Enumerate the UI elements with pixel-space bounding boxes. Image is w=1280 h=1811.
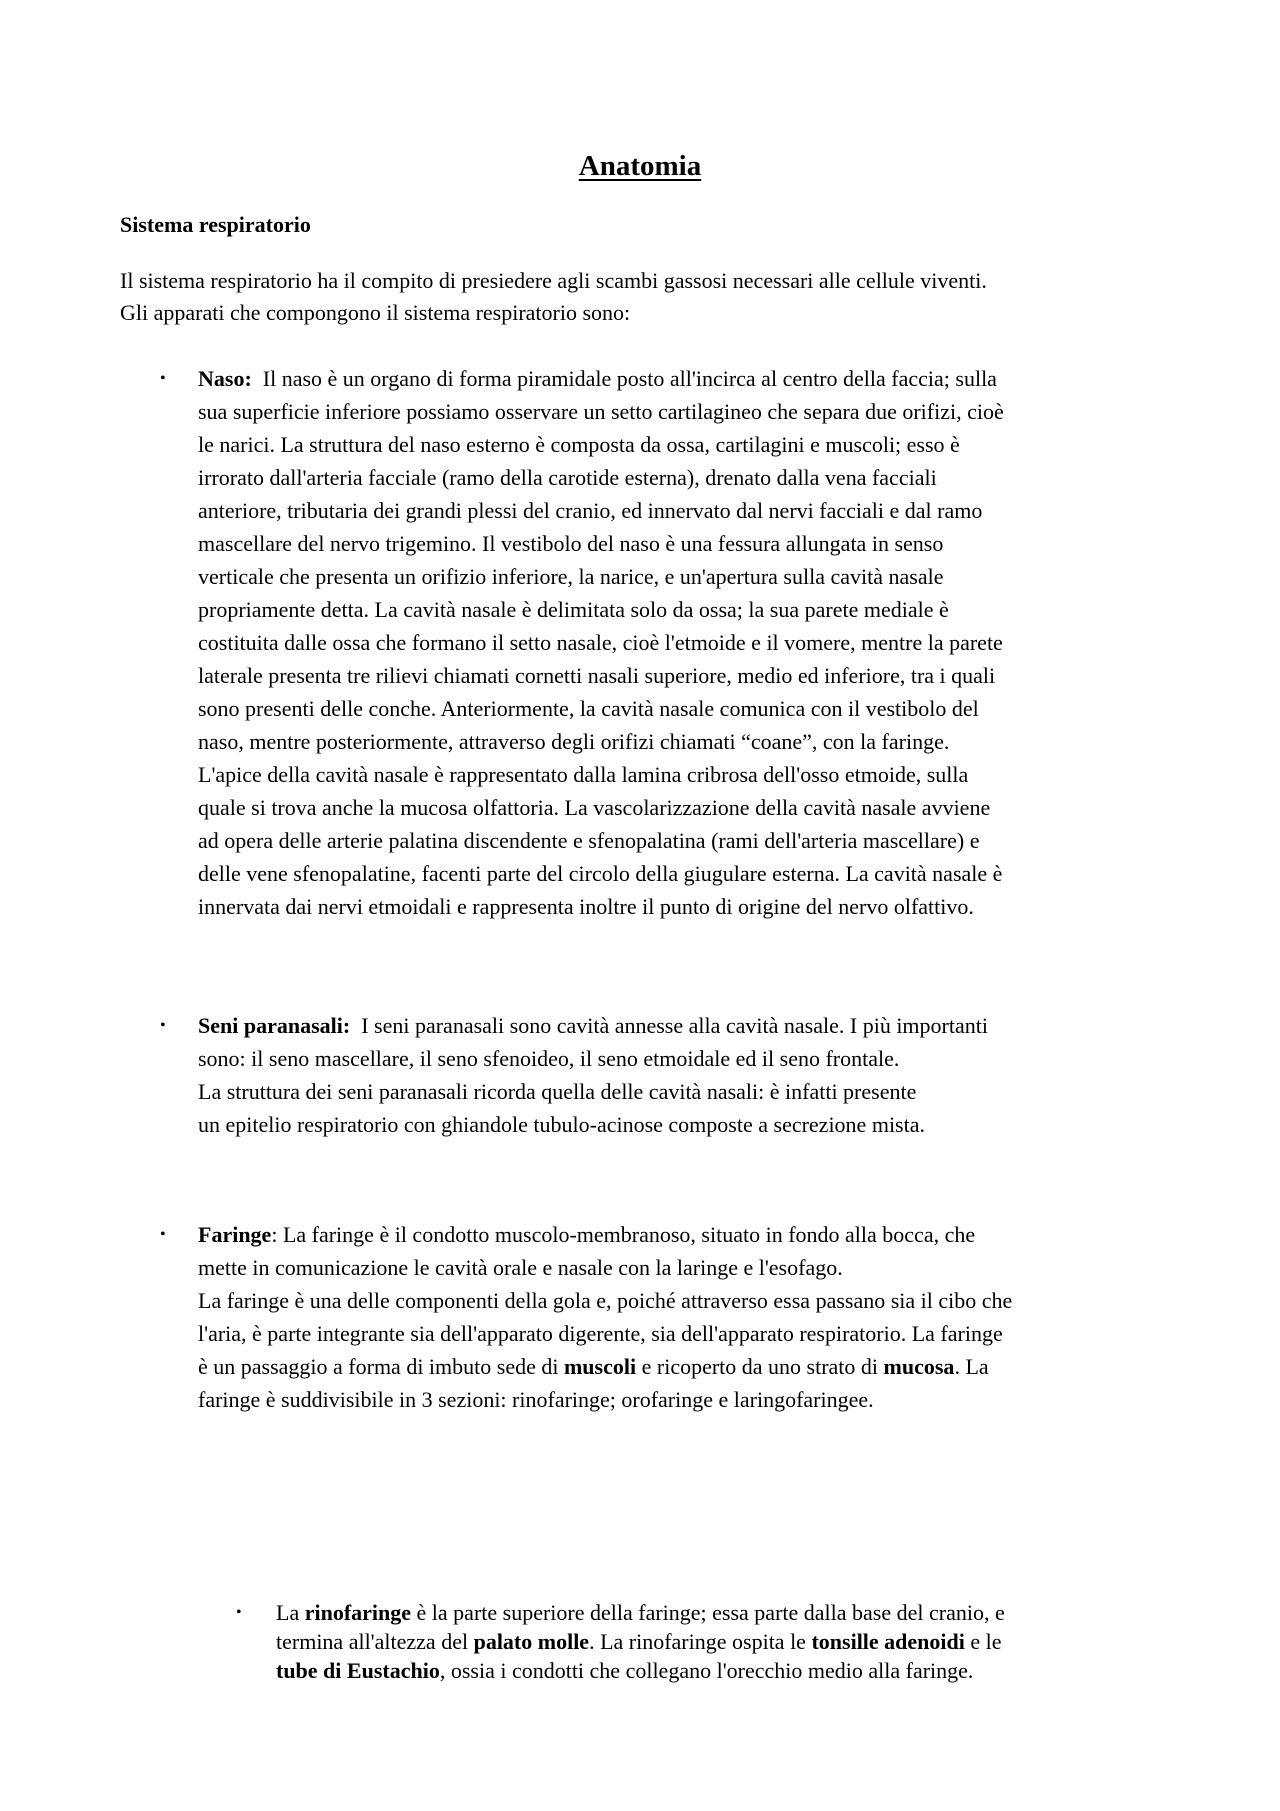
item-line: le narici. La struttura del naso esterno è composta da ossa, cartilagini e muscoli; esso è bbox=[198, 432, 960, 457]
page-title: Anatomia bbox=[578, 150, 702, 182]
item-term: Seni paranasali: bbox=[198, 1013, 351, 1038]
item-term: Naso: bbox=[198, 366, 252, 391]
item-line: L'apice della cavità nasale è rappresentato dalla lamina cribrosa dell'osso etmoide, sulla bbox=[198, 762, 969, 787]
item-line: La faringe è una delle componenti della gola e, poiché attraverso essa passano sia il cibo che bbox=[198, 1288, 1013, 1313]
item-line: tube di Eustachio, ossia i condotti che collegano l'orecchio medio alla faringe. bbox=[276, 1658, 974, 1683]
item-line: La rinofaringe è la parte superiore della faringe; essa parte dalla base del cranio, e bbox=[276, 1600, 1005, 1625]
bold-term: tube di Eustachio bbox=[276, 1658, 440, 1683]
bullet-icon: • bbox=[236, 1604, 242, 1621]
sub-list-item-rinofaringe bbox=[236, 1598, 1176, 1685]
intro-line: Gli apparati che compongono il sistema respiratorio sono: bbox=[120, 300, 631, 325]
item-term: Faringe bbox=[198, 1222, 272, 1247]
item-line: innervata dai nervi etmoidali e rappresenta inoltre il punto di origine del nervo olfattivo. bbox=[198, 894, 974, 919]
bold-term: tonsille adenoidi bbox=[811, 1629, 965, 1654]
item-line: naso, mentre posteriormente, attraverso degli orifizi chiamati “coane”, con la faringe. bbox=[198, 729, 950, 754]
section-heading: Sistema respiratorio bbox=[120, 212, 311, 237]
item-line: ad opera delle arterie palatina discendente e sfenopalatina (rami dell'arteria mascellare) e bbox=[198, 828, 980, 853]
item-line: Naso: Il naso è un organo di forma piramidale posto all'incirca al centro della faccia; sulla bbox=[198, 366, 997, 391]
item-line: sono: il seno mascellare, il seno sfenoideo, il seno etmoidale ed il seno frontale. bbox=[198, 1046, 900, 1071]
item-line: l'aria, è parte integrante sia dell'apparato digerente, sia dell'apparato respiratorio. La faringe bbox=[198, 1321, 1003, 1346]
bullet-icon: • bbox=[160, 1226, 166, 1243]
item-line: è un passaggio a forma di imbuto sede di muscoli e ricoperto da uno strato di mucosa. La bbox=[198, 1354, 989, 1379]
item-line: sono presenti delle conche. Anteriormente, la cavità nasale comunica con il vestibolo del bbox=[198, 696, 979, 721]
item-line: costituita dalle ossa che formano il setto nasale, cioè l'etmoide e il vomere, mentre la parete bbox=[198, 630, 1003, 655]
item-line: quale si trova anche la mucosa olfattoria. La vascolarizzazione della cavità nasale avviene bbox=[198, 795, 991, 820]
intro-paragraph bbox=[120, 265, 1180, 329]
item-line: mette in comunicazione le cavità orale e nasale con la laringe e l'esofago. bbox=[198, 1255, 843, 1280]
intro-line: Il sistema respiratorio ha il compito di presiedere agli scambi gassosi necessari alle cellule viventi. bbox=[120, 268, 987, 293]
item-line: sua superficie inferiore possiamo osservare un setto cartilagineo che separa due orifizi, cioè bbox=[198, 399, 1004, 424]
list-item-seni-paranasali bbox=[160, 1009, 1163, 1141]
item-line: termina all'altezza del palato molle. La rinofaringe ospita le tonsille adenoidi e le bbox=[276, 1629, 1002, 1654]
bold-term: mucosa bbox=[883, 1354, 955, 1379]
item-line: verticale che presenta un orifizio inferiore, la narice, e un'apertura sulla cavità nasale bbox=[198, 564, 944, 589]
item-line: anteriore, tributaria dei grandi plessi del cranio, ed innervato dal nervi facciali e dal ramo bbox=[198, 498, 983, 523]
item-line: un epitelio respiratorio con ghiandole tubulo-acinose composte a secrezione mista. bbox=[198, 1112, 925, 1137]
item-line: Seni paranasali: I seni paranasali sono cavità annesse alla cavità nasale. I più importanti bbox=[198, 1013, 988, 1038]
item-line: propriamente detta. La cavità nasale è delimitata solo da ossa; la sua parete mediale è bbox=[198, 597, 949, 622]
item-line: mascellare del nervo trigemino. Il vestibolo del naso è una fessura allungata in senso bbox=[198, 531, 944, 556]
list-item-faringe bbox=[160, 1218, 1163, 1416]
bold-term: rinofaringe bbox=[304, 1600, 412, 1625]
bold-term: muscoli bbox=[563, 1354, 637, 1379]
item-line: Faringe: La faringe è il condotto muscolo-membranoso, situato in fondo alla bocca, che bbox=[198, 1222, 976, 1247]
item-line: irrorato dall'arteria facciale (ramo della carotide esterna), drenato dalla vena facciali bbox=[198, 465, 937, 490]
item-line: delle vene sfenopalatine, facenti parte del circolo della giugulare esterna. La cavità nasale è bbox=[198, 861, 1003, 886]
bullet-icon: • bbox=[160, 1017, 166, 1034]
bullet-icon: • bbox=[160, 370, 166, 387]
list-item-naso bbox=[160, 362, 1163, 923]
item-line: laterale presenta tre rilievi chiamati cornetti nasali superiore, medio ed inferiore, tra i quali bbox=[198, 663, 996, 688]
item-line: La struttura dei seni paranasali ricorda quella delle cavità nasali: è infatti presente bbox=[198, 1079, 917, 1104]
bold-term: palato molle bbox=[473, 1629, 590, 1654]
item-line: faringe è suddivisibile in 3 sezioni: rinofaringe; orofaringe e laringofaringee. bbox=[198, 1387, 874, 1412]
